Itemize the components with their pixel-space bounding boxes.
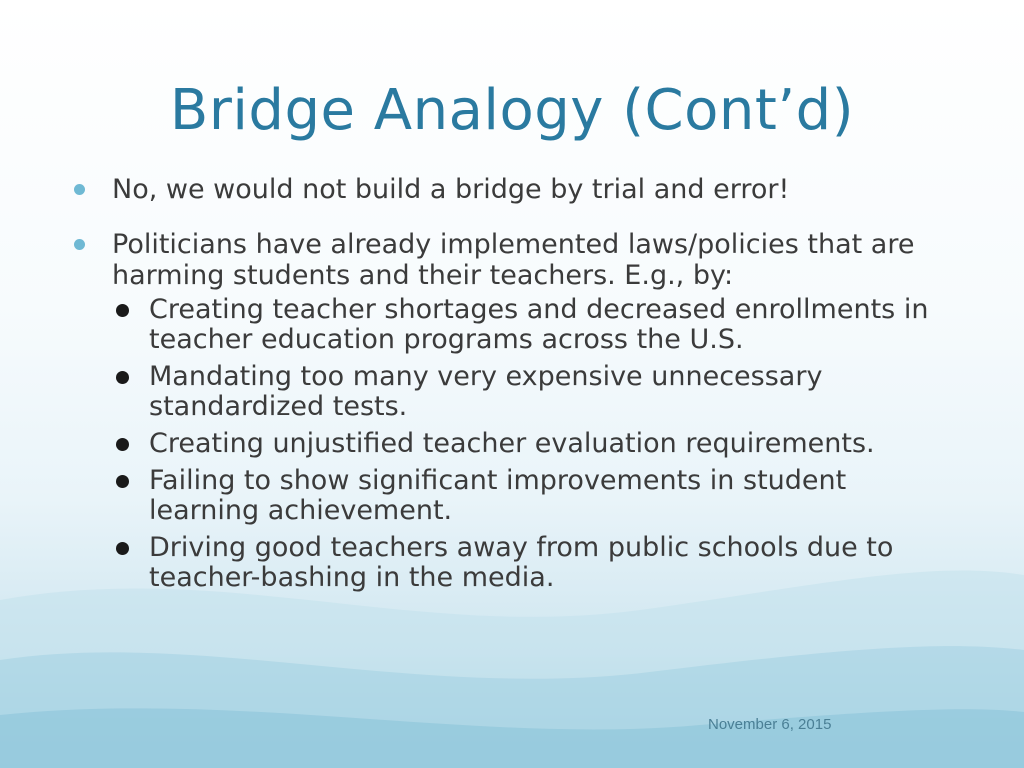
slide-title: Bridge Analogy (Cont’d): [169, 78, 855, 143]
bullet-dot-icon: [74, 184, 85, 195]
bullet-list: [74, 174, 954, 617]
sub-bullet-item: [112, 295, 954, 355]
sub-bullet-dot-icon: [116, 371, 129, 384]
bullet-text: No, we would not build a bridge by trial and error!: [112, 174, 790, 205]
footer-date: November 6, 2015: [708, 716, 832, 733]
sub-bullet-item: [112, 533, 954, 593]
sub-bullet-text: Failing to show significant improvements in student learning achievement.: [149, 465, 847, 526]
sub-bullet-dot-icon: [116, 542, 129, 555]
bullet-item: [74, 174, 954, 205]
sub-bullet-dot-icon: [116, 304, 129, 317]
sub-bullet-text: Driving good teachers away from public schools due to teacher-bashing in the media.: [149, 532, 894, 593]
sub-bullet-list: [112, 295, 954, 593]
sub-bullet-text: Mandating too many very expensive unnecessary standardized tests.: [149, 361, 823, 422]
bullet-text: Politicians have already implemented laws/policies that are harming students and their teachers. E.g., by:: [112, 229, 915, 291]
sub-bullet-item: [112, 466, 954, 526]
sub-bullet-item: [112, 362, 954, 422]
sub-bullet-text: Creating unjustified teacher evaluation requirements.: [149, 428, 875, 459]
sub-bullet-dot-icon: [116, 438, 129, 451]
sub-bullet-dot-icon: [116, 475, 129, 488]
bullet-dot-icon: [74, 239, 85, 250]
sub-bullet-item: [112, 429, 954, 459]
sub-bullet-text: Creating teacher shortages and decreased enrollments in teacher education programs across the U.S.: [149, 294, 929, 355]
bullet-item: [74, 229, 954, 593]
